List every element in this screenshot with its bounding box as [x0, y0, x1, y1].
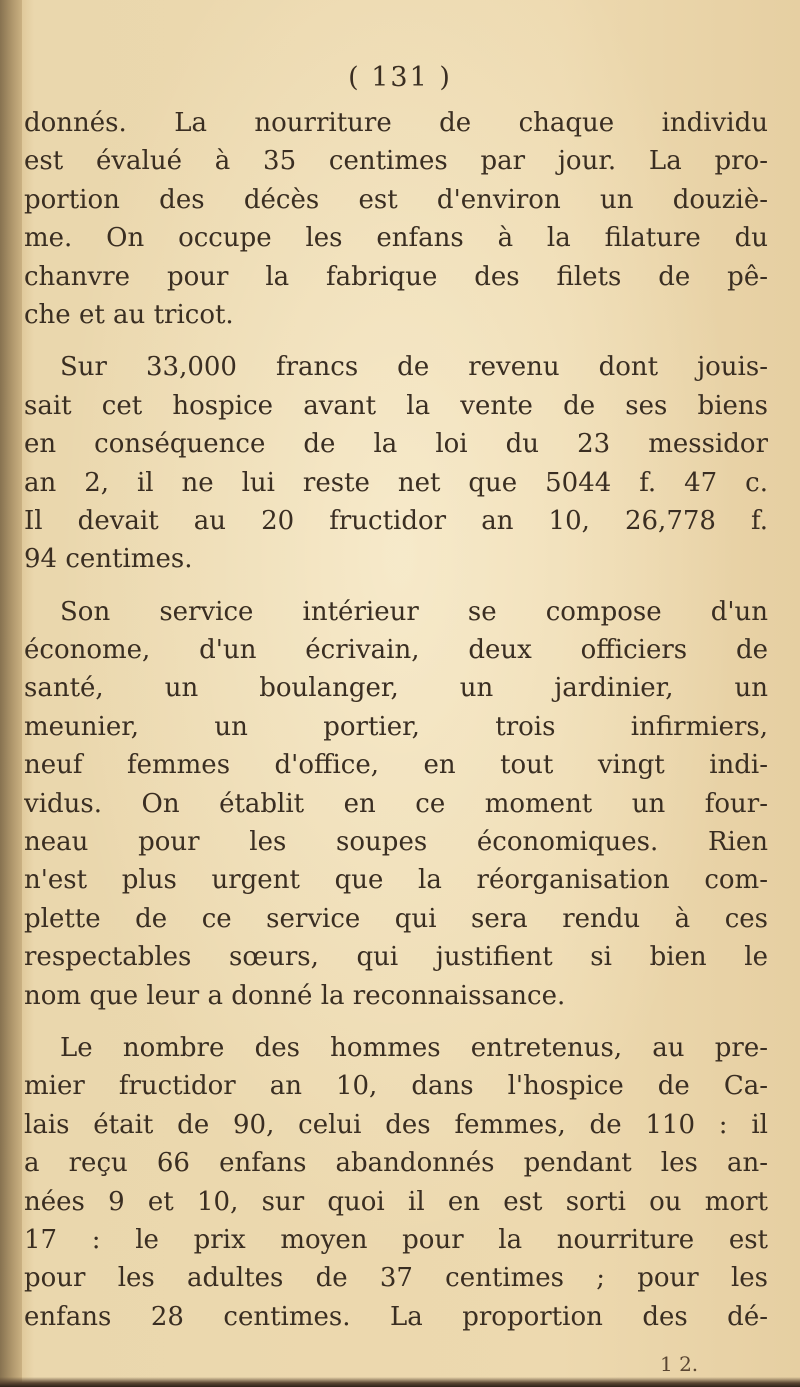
text-line: enfans 28 centimes. La proportion des dé- [24, 1301, 768, 1332]
text-line: mier fructidor an 10, dans l'hospice de Ca- [24, 1071, 768, 1102]
text-line: économe, d'un écrivain, deux officiers de [24, 635, 768, 666]
paragraph-4 [24, 1029, 768, 1336]
text-line: portion des décès est d'environ un douziè- [24, 184, 768, 215]
text-line: plette de ce service qui sera rendu à ces [24, 903, 768, 934]
text-line: chanvre pour la fabrique des filets de pê- [24, 261, 768, 292]
text-line: n'est plus urgent que la réorganisation com- [24, 865, 768, 896]
text-line: santé, un boulanger, un jardinier, un [24, 673, 768, 704]
text-line: Son service intérieur se compose d'un [60, 596, 768, 627]
paragraph-3 [24, 593, 768, 1015]
binding-gutter [0, 0, 22, 1387]
text-line: che et au tricot. [24, 299, 234, 330]
text-line: Il devait au 20 fructidor an 10, 26,778 f. [24, 505, 768, 536]
text-line: me. On occupe les enfans à la filature du [24, 223, 768, 254]
text-line: Le nombre des hommes entretenus, au pre- [60, 1032, 768, 1063]
text-line: sait cet hospice avant la vente de ses biens [24, 390, 768, 421]
paragraph-2 [24, 348, 768, 578]
body-text [24, 104, 768, 1336]
text-line: a reçu 66 enfans abandonnés pendant les an- [24, 1148, 768, 1179]
text-line: meunier, un portier, trois infirmiers, [24, 711, 768, 742]
text-line: donnés. La nourriture de chaque individu [24, 108, 768, 138]
text-line: nées 9 et 10, sur quoi il en est sorti ou mort [24, 1186, 768, 1217]
text-line: Sur 33,000 francs de revenu dont jouis- [60, 352, 768, 383]
text-line: nom que leur a donné la reconnaissance. [24, 980, 566, 1011]
text-line: neuf femmes d'office, en tout vingt indi- [24, 750, 768, 781]
text-line: est évalué à 35 centimes par jour. La pro- [24, 146, 768, 177]
paragraph-1 [24, 104, 768, 334]
text-line: 17 : le prix moyen pour la nourriture est [24, 1224, 768, 1255]
text-line: vidus. On établit en ce moment un four- [24, 788, 768, 819]
text-line: 94 centimes. [24, 544, 193, 575]
page-number: ( 131 ) [348, 62, 452, 93]
text-line: an 2, il ne lui reste net que 5044 f. 47 c. [24, 467, 768, 498]
text-line: en conséquence de la loi du 23 messidor [24, 429, 768, 460]
text-line: pour les adultes de 37 centimes ; pour les [24, 1263, 768, 1294]
text-line: lais était de 90, celui des femmes, de 110 : il [24, 1109, 768, 1140]
text-line: neau pour les soupes économiques. Rien [24, 827, 768, 858]
text-line: respectables sœurs, qui justifient si bien le [24, 942, 768, 973]
catchword: 1 2. [660, 1352, 699, 1376]
page-bottom-edge [0, 1377, 800, 1387]
